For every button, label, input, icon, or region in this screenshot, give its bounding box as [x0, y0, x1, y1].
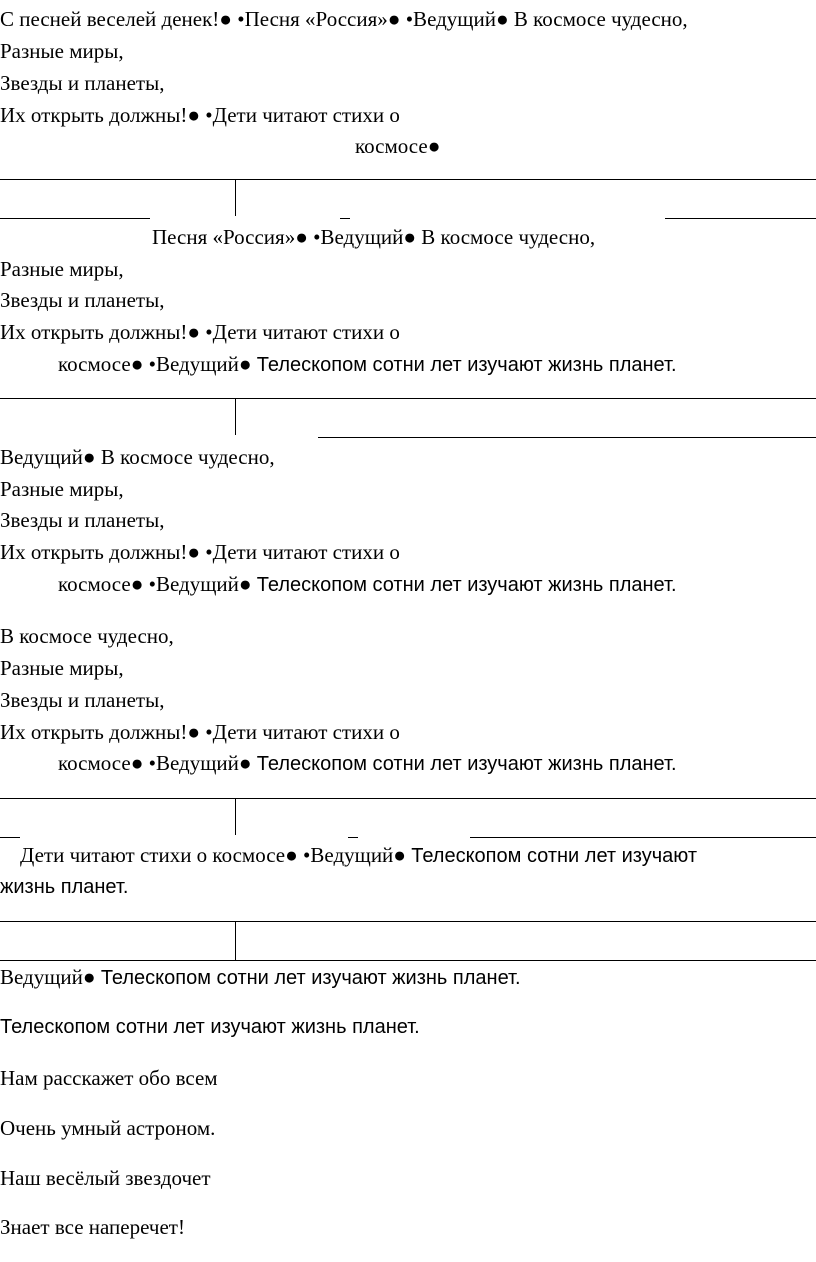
text-span: Телескопом сотни лет изучают жизнь планет. — [256, 354, 677, 376]
text-line: Разные миры, — [0, 656, 124, 680]
verse-line: Нам расскажет обо всем — [0, 1066, 218, 1090]
text-line: Звезды и планеты, — [0, 71, 165, 95]
text-line: Разные миры, — [0, 39, 124, 63]
verse-line: Очень умный астроном. — [0, 1116, 216, 1140]
text-line: Разные миры, — [0, 477, 124, 501]
table-rule — [0, 179, 816, 180]
text-line — [58, 349, 677, 380]
table-rule — [235, 179, 236, 219]
text-span: Телескопом сотни лет изучают жизнь планет. — [256, 753, 677, 775]
text-span: Телескопом сотни лет изучают жизнь планет. — [100, 967, 521, 989]
text-line — [58, 569, 677, 600]
text-line: С песней веселей денек!● •Песня «Россия»● •Ведущий● В космосе чудесно, — [0, 7, 688, 31]
text-line: В космосе чудесно, — [0, 624, 174, 648]
text-line — [58, 748, 677, 779]
table-rule — [235, 398, 236, 438]
text-line: Их открыть должны!● •Дети читают стихи о — [0, 540, 400, 564]
text-line: Разные миры, — [0, 257, 124, 281]
text-span: космосе● •Ведущий● — [58, 751, 252, 775]
text-line: Их открыть должны!● •Дети читают стихи о — [0, 320, 400, 344]
text-line: Ведущий● В космосе чудесно, — [0, 445, 275, 469]
text-span: Телескопом сотни лет изучают — [411, 845, 698, 867]
text-line: Их открыть должны!● •Дети читают стихи о — [0, 720, 400, 744]
table-rule — [0, 398, 816, 399]
text-line: Звезды и планеты, — [0, 508, 165, 532]
verse-line: Телескопом сотни лет изучают жизнь планет. — [0, 1016, 420, 1038]
text-span: космосе● •Ведущий● — [58, 352, 252, 376]
text-span: Ведущий● — [0, 965, 96, 989]
text-line: Звезды и планеты, — [0, 288, 165, 312]
table-rule — [0, 798, 816, 799]
text-span: Телескопом сотни лет изучают жизнь планет. — [256, 574, 677, 596]
text-span: космосе● •Ведущий● — [58, 572, 252, 596]
text-span: Дети читают стихи о космосе● •Ведущий● — [20, 843, 406, 867]
text-line — [20, 840, 697, 871]
text-line: Их открыть должны!● •Дети читают стихи о — [0, 103, 400, 127]
table-rule — [235, 798, 236, 838]
text-line — [0, 962, 521, 993]
table-rule — [0, 960, 816, 961]
text-line: Песня «Россия»● •Ведущий● В космосе чудесно, — [152, 225, 596, 249]
text-line: космосе● — [355, 134, 441, 158]
text-line: жизнь планет. — [0, 876, 129, 898]
table-rule — [235, 921, 236, 961]
text-line: Звезды и планеты, — [0, 688, 165, 712]
verse-line: Знает все наперечет! — [0, 1215, 185, 1239]
verse-line: Наш весёлый звездочет — [0, 1166, 211, 1190]
table-rule — [0, 921, 816, 922]
